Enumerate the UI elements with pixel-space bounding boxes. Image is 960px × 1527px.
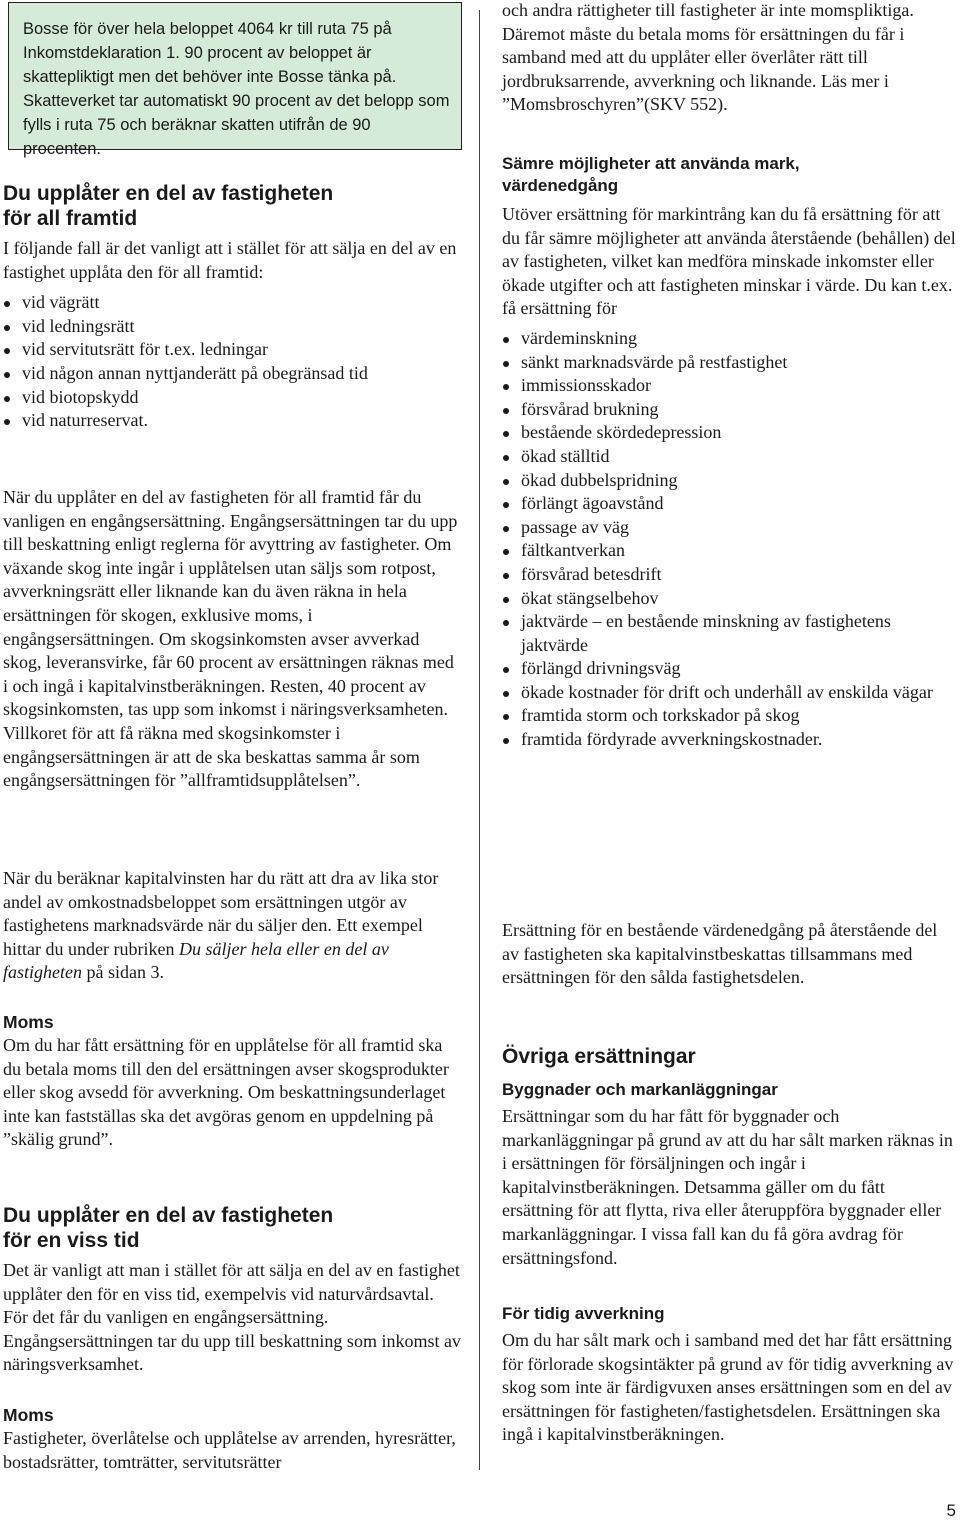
heading-samre [502,153,958,197]
heading-viss-tid [3,1203,461,1253]
heading-viss-line1: Du upplåter en del av fastigheten [3,1204,334,1227]
heading-ovriga: Övriga ersättningar [502,1045,696,1068]
list-item: ökat stängselbehov [502,587,958,611]
intro-paragraph: I följande fall är det vanligt att i stället för att sälja en del av en fastighet upplåta den för all framtid: [3,238,457,282]
heading-viss-line2: för en viss tid [3,1229,140,1252]
moms-continued-paragraph: och andra rättigheter till fastigheter är inte momspliktiga. Däremot måste du betala moms för ersättningen du får i samband med att du upplåter eller överlåter rätt till jordbruksarrende, avverkning och liknande. Läs mer i ”Momsbroschyren”(SKV 552). [502,0,914,115]
kapitalvinst-italic-ref: Du säljer hela eller en del av fastigheten [3,938,389,983]
moms-paragraph-2: Fastigheter, överlåtelse och upplåtelse av arrenden, hyresrätter, bostadsrätter, tomträtter, servitutsrätter [3,1428,456,1472]
list-item: passage av väg [502,516,958,540]
vardenedgang-paragraph: Ersättning för en bestående värdenedgång på återstående del av fastigheten ska kapitalvinstbeskattas tillsammans med ersättningen för den sålda fastighetsdelen. [502,920,938,988]
list-item: ökad dubbelspridning [502,469,958,493]
tidig-avverkning-paragraph: Om du har sålt mark och i samband med det har fått ersättning för förlorade skogsintäkter på grund av för tidig avverkning av skog som inte är färdigvuxen anses ersättningen som en del av ersättningen för fastigheten/fastighetsdelen. Ersättningen ska ingå i kapitalvinstberäkningen. [502,1330,954,1445]
page-number: 5 [946,1501,956,1520]
moms-paragraph-1: Om du har fått ersättning för en upplåtelse för all framtid ska du betala moms till den del ersättningen avser skogsprodukter eller skog avsedd för avverkning. Om beskattningsunderlaget inte kan fastställas ska det avgöras genom en uppdelning på ”skälig grund”. [3,1035,449,1150]
framtid-body-paragraph: När du upplåter en del av fastigheten för all framtid får du vanligen en engångsersättning. Engångsersättningen tar du upp till beskattning enligt reglerna för avyttring av fastigheter. Om växande skog inte ingår i upplåtelsen utan säljs som rotpost, avverkningsrätt eller liknande kan du även räkna in hela ersättningen för skogen, exklusive moms, i engångsersättningen. Om skogsinkomsten avser avverkad skog, leveransvirke, får 60 procent av ersättningen räknas med i och ingå i kapitalvinstberäkningen. Resten, 40 procent av skogsinkomsten, tas upp som inkomst i näringsverksamheten. Villkoret för att få räkna med skogsinkomster i engångsersättningen är att de ska beskattas samma år som engångsersättningen för ”allframtidsupplåtelsen”. [3,487,458,791]
list-item: förlängd drivningsväg [502,657,958,681]
heading-moms-1: Moms [3,1012,54,1032]
list-item: försvårad betesdrift [502,563,958,587]
list-item: vid någon annan nyttjanderätt på obegränsad tid [3,362,461,386]
heading-framtid-line1: Du upplåter en del av fastigheten [3,182,334,205]
heading-byggnader: Byggnader och markanläggningar [502,1080,778,1099]
heading-framtid [3,181,461,231]
list-item: vid naturreservat. [3,409,461,433]
byggnader-paragraph: Ersättningar som du har fått för byggnader och markanläggningar på grund av att du har sålt marken räknas in i ersättningen för försäljningen och ingår i kapitalvinstberäkningen. Detsamma gäller om du fått ersättning för att flytta, riva eller återuppföra byggnader eller markanläggningar. I vissa fall kan du få göra avdrag för ersättningsfond. [502,1106,953,1268]
list-item: vid ledningsrätt [3,315,461,339]
heading-framtid-line2: för all framtid [3,207,138,230]
heading-moms-2: Moms [3,1405,54,1425]
list-item: vid biotopskydd [3,386,461,410]
framtid-list [3,291,461,433]
list-item: fältkantverkan [502,539,958,563]
list-item: framtida fördyrade avverkningskostnader. [502,728,958,752]
kapitalvinst-text-2: på sidan 3. [86,962,164,983]
list-item: försvårad brukning [502,398,958,422]
heading-samre-line2: värdenedgång [502,176,619,195]
heading-tidig-avverkning: För tidig avverkning [502,1304,665,1323]
heading-samre-line1: Sämre möjligheter att använda mark, [502,154,800,173]
list-item: ökad ställtid [502,445,958,469]
list-item: sänkt marknadsvärde på restfastighet [502,351,958,375]
list-item: ökade kostnader för drift och underhåll av enskilda vägar [502,681,958,705]
list-item: framtida storm och torkskador på skog [502,704,958,728]
list-item: värdeminskning [502,327,958,351]
kapitalvinst-text-1: När du beräknar kapitalvinsten har du rätt att dra av lika stor andel av omkostnadsbeloppet som ersättningen utgör av fastighetens marknadsvärde när du säljer den. Ett exempel hittar du under rubriken [3,868,439,959]
kapitalvinst-paragraph [3,867,461,985]
list-item: vid servitutsrätt för t.ex. ledningar [3,338,461,362]
list-item: jaktvärde – en bestående minskning av fastighetens jaktvärde [502,610,958,657]
example-box: Bosse för över hela beloppet 4064 kr till ruta 75 på Inkomstdeklaration 1. 90 procent av beloppet är skattepliktigt men det behöver inte Bosse tänka på. Skatteverket tar automatiskt 90 procent av det belopp som fylls i ruta 75 och beräknar skatten utifrån de 90 procenten. [8,2,462,150]
list-item: vid vägrätt [3,291,461,315]
list-item: förlängt ägoavstånd [502,492,958,516]
list-item: bestående skördedepression [502,421,958,445]
samre-list [502,327,958,752]
column-divider [479,10,480,1470]
samre-paragraph: Utöver ersättning för markintrång kan du få ersättning för att du får sämre möjligheter att använda återstående (behållen) del av fastigheten, vilket kan medföra minskade inkomster eller ökade utgifter och att fastigheten minskar i värde. Du kan t.ex. få ersättning för [502,204,956,319]
viss-tid-paragraph: Det är vanligt att man i stället för att sälja en del av en fastighet upplåter den för en viss tid, exempelvis vid naturvårdsavtal. För det får du vanligen en engångsersättning. Engångsersättningen tar du upp till beskattning som inkomst av näringsverksamhet. [3,1260,461,1375]
list-item: immissionsskador [502,374,958,398]
